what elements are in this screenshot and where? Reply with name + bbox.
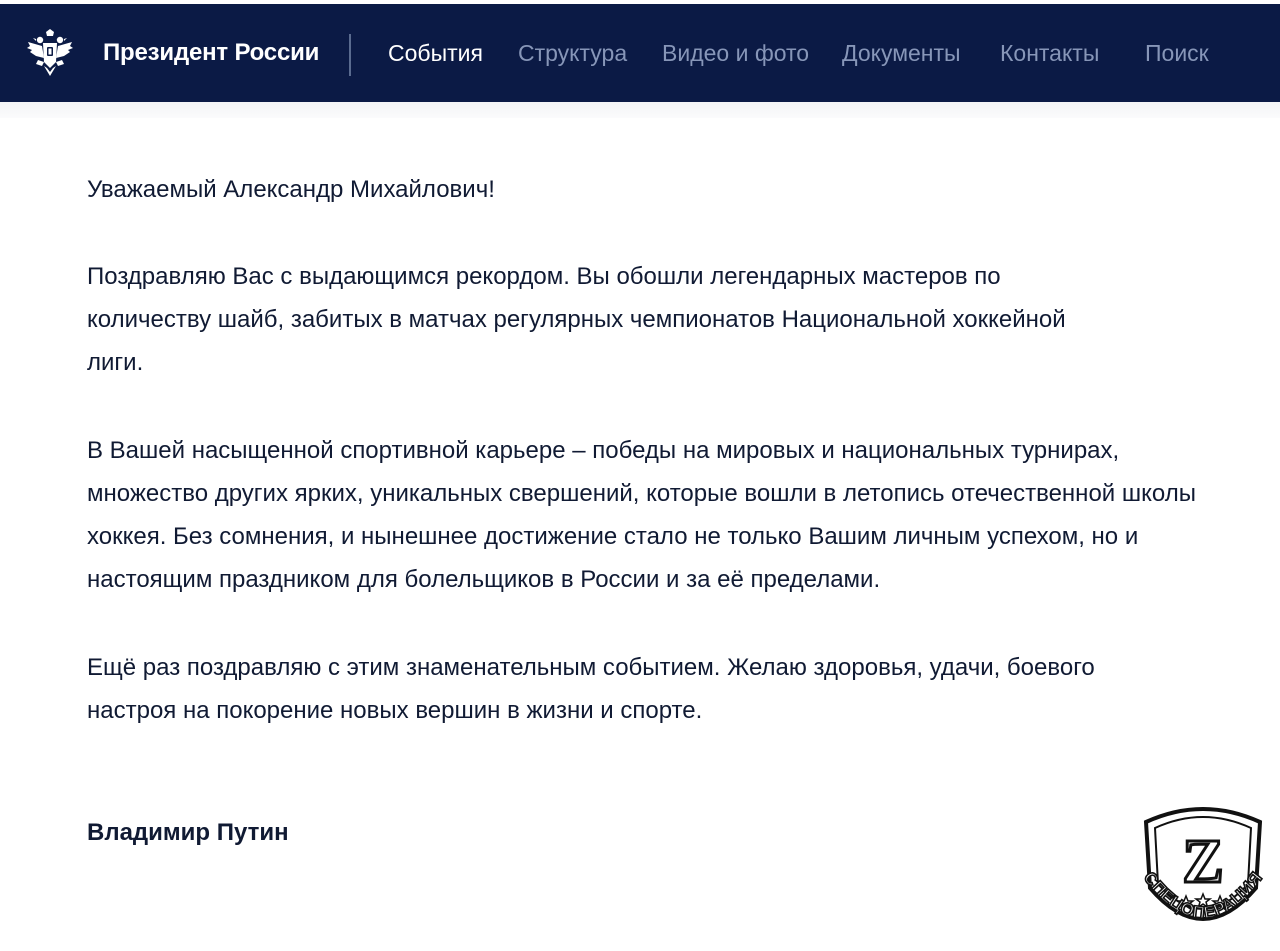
letter-body	[87, 168, 1207, 777]
nav-item-events[interactable]: События	[388, 40, 483, 66]
nav-item-contacts[interactable]: Контакты	[1000, 40, 1100, 66]
nav-divider	[349, 34, 351, 76]
z-shield-watermark-icon	[1136, 800, 1270, 940]
header-shadow-strip	[0, 102, 1280, 118]
letter-paragraph: Поздравляю Вас с выдающимся рекордом. Вы обошли легендарных мастеров по количеству шайб, забитых в матчах регулярных чемпионатов Национальной хоккейной лиги.	[87, 263, 1066, 376]
nav-item-search[interactable]: Поиск	[1145, 40, 1209, 66]
letter-paragraph: В Вашей насыщенной спортивной карьере – победы на мировых и национальных турнирах, множество других ярких, уникальных свершений, которые вошли в летопись отечественной школы хоккея. Без сомнения, и нынешнее достижение стало не только Вашим личным успехом, но и настоящим праздником для болельщиков в России и за её пределами.	[87, 437, 1196, 593]
nav-item-documents[interactable]: Документы	[842, 40, 961, 66]
nav-item-video-photo[interactable]: Видео и фото	[662, 40, 810, 66]
watermark-caption: СПЕЦОПЕРАЦИЯ	[1139, 868, 1267, 923]
letter-signature: Владимир Путин	[87, 819, 289, 846]
watermark-letter: Z	[1182, 828, 1224, 896]
nav-item-structure[interactable]: Структура	[518, 40, 628, 66]
double-headed-eagle-icon[interactable]	[24, 28, 76, 80]
letter-paragraph: Ещё раз поздравляю с этим знаменательным событием. Желаю здоровья, удачи, боевого настроя на покорение новых вершин в жизни и спорте.	[87, 654, 1095, 724]
navbar	[0, 4, 1280, 102]
letter-greeting: Уважаемый Александр Михайлович!	[87, 176, 495, 203]
site-brand[interactable]: Президент России	[103, 39, 320, 66]
